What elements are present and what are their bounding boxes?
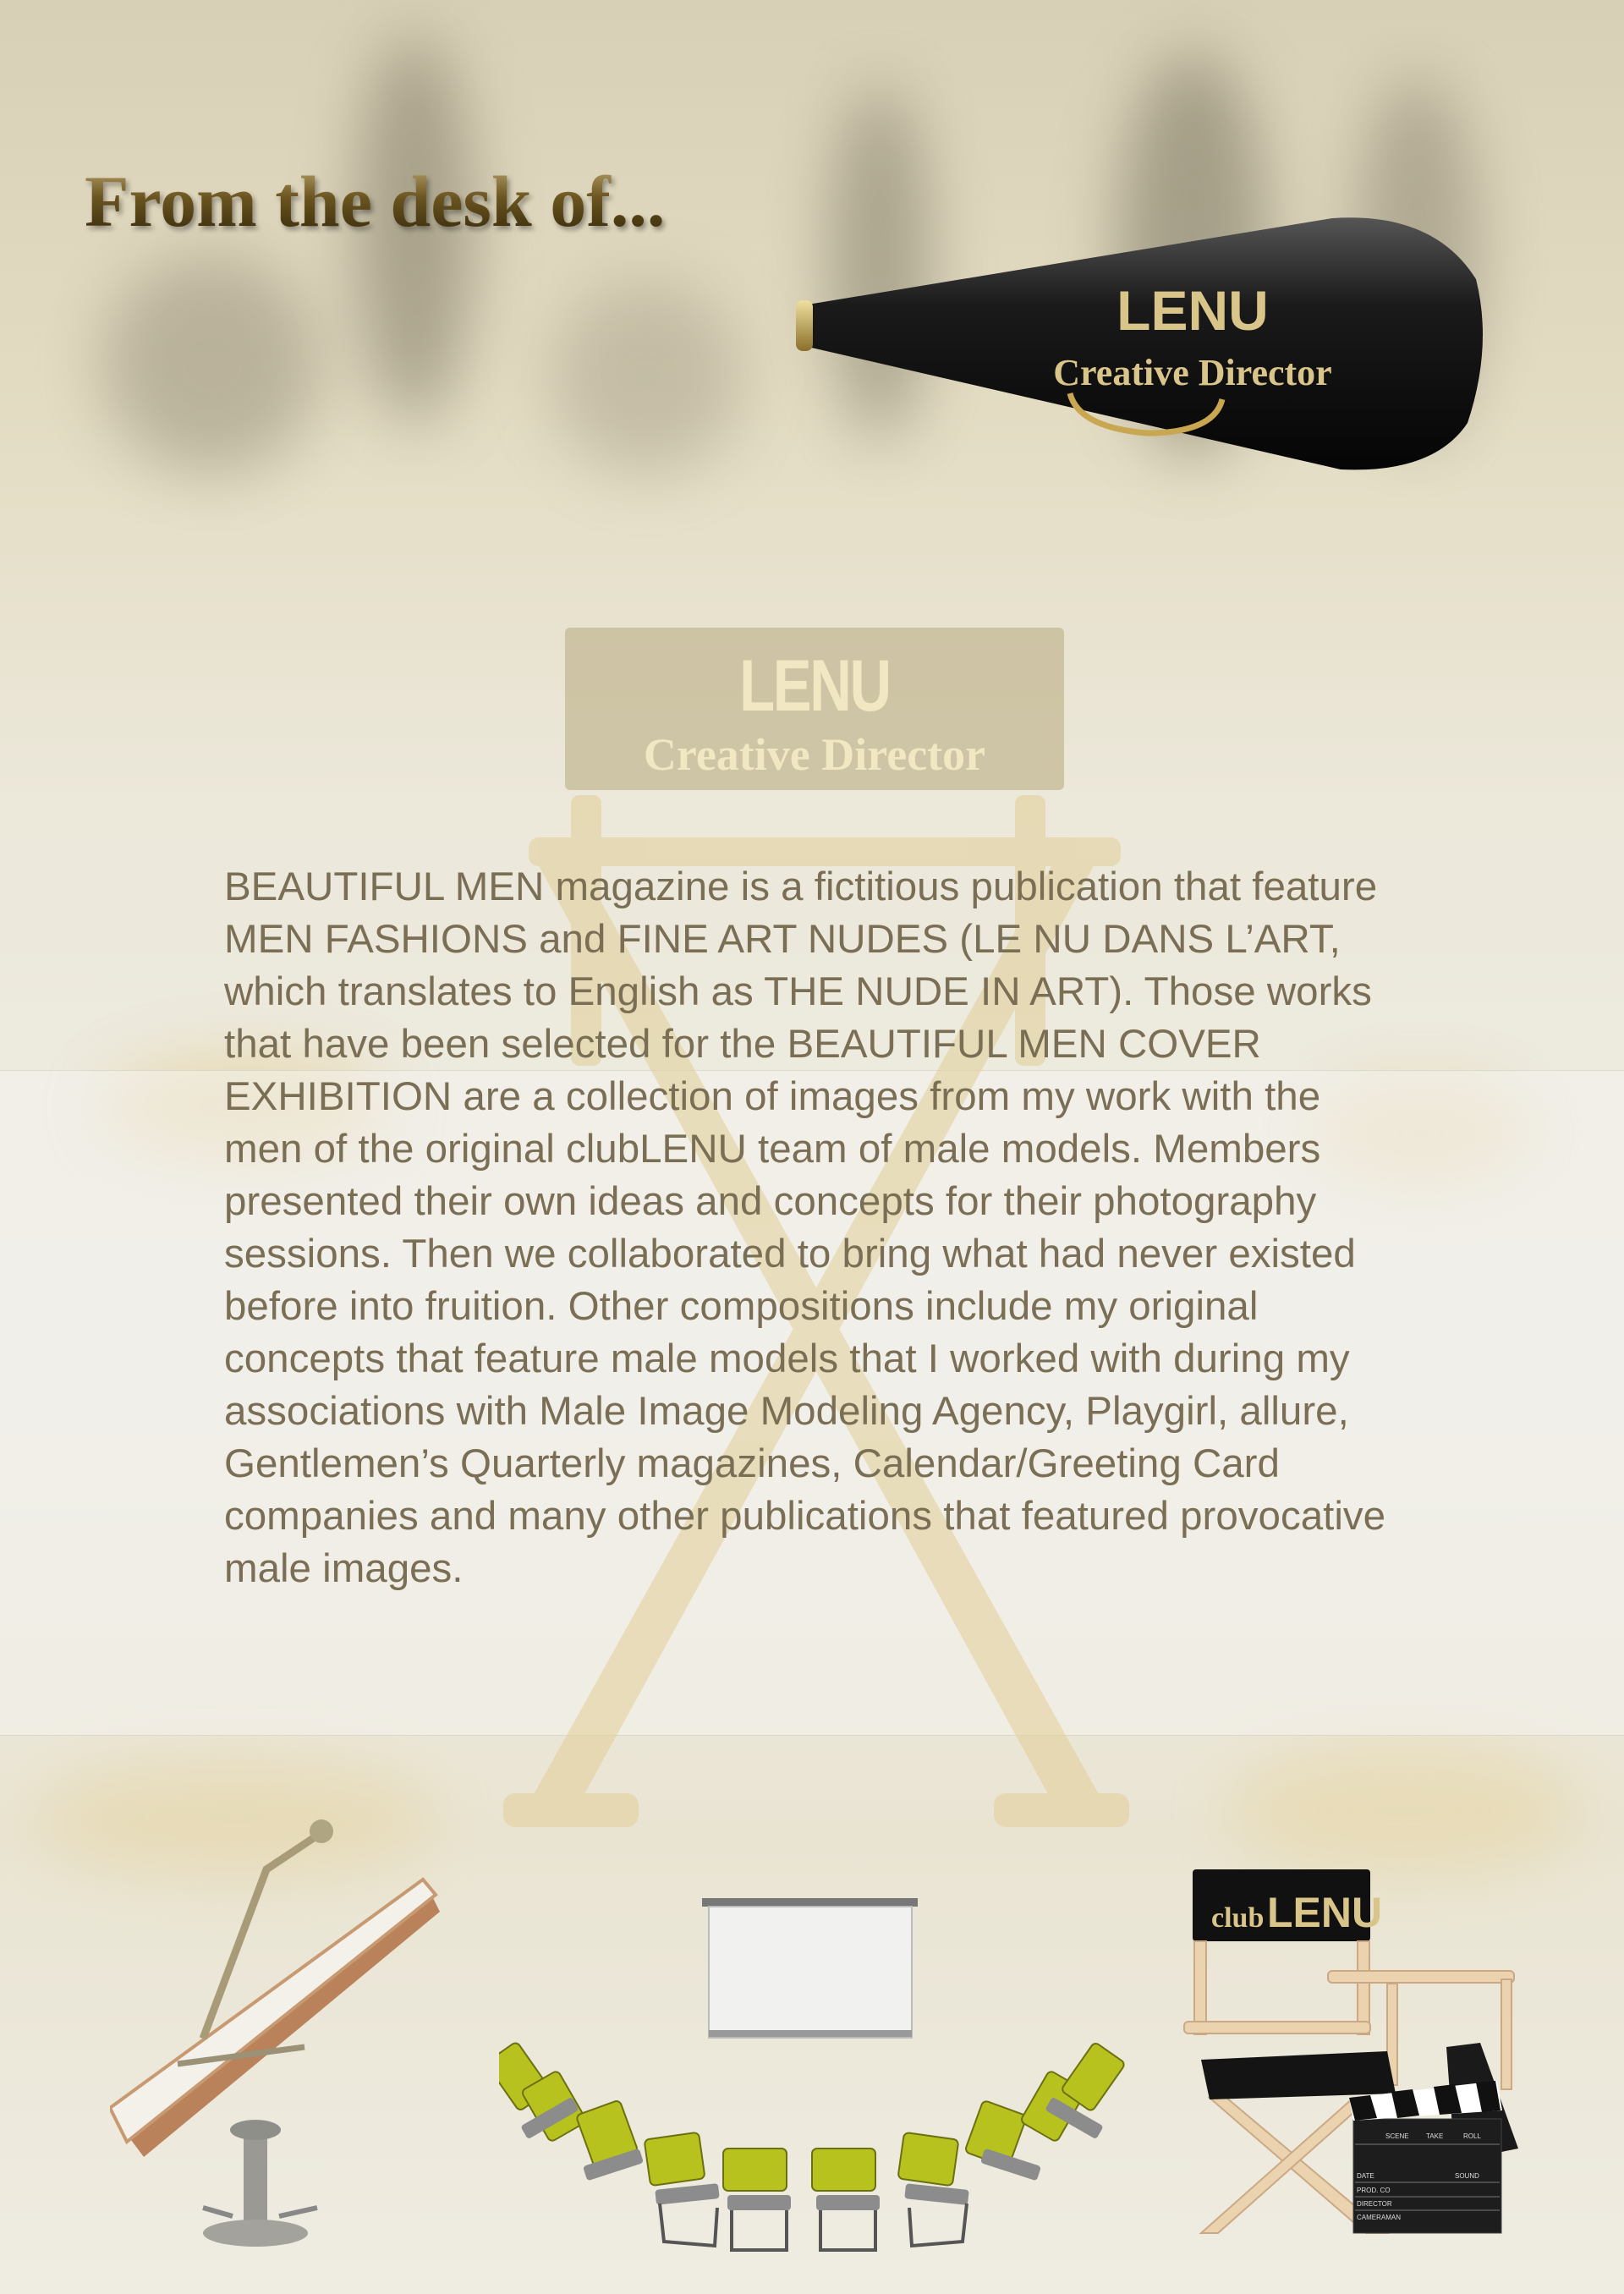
clap-prod: PROD. CO [1357,2187,1391,2194]
drafting-table-illustration [110,1810,440,2250]
megaphone-title: LENU [1116,279,1269,342]
clap-sound: SOUND [1455,2172,1479,2180]
megaphone-illustration [791,211,1484,482]
body-paragraph: BEAUTIFUL MEN magazine is a fictitious publication that feature MEN FASHIONS and FINE ART NUDES (LE NU DANS L’ART, which translates to English as THE NUDE IN ART). Those works that have been selected for the BEAUTIFUL MEN COVER EXHIBITION are a collection of images from my work with the men of the original clubLENU team of male models. Members presented their own ideas and concepts for their photography sessions. Then we collaborated to bring what had never existed before into fruition. Other compositions include my original concepts that feature male models that I worked with during my associations with Male Image Modeling Agency, Playgirl, allure, Gentlemen’s Quarterly magazines, Calendar/Greeting Card companies and many other publications that featured provocative male images. [224,864,1386,1591]
clap-date: DATE [1357,2172,1374,2180]
megaphone-subtitle: Creative Director [1053,352,1332,393]
clap-director: DIRECTOR [1357,2200,1392,2208]
clap-take: TAKE [1426,2132,1444,2140]
clap-scene: SCENE [1385,2132,1409,2140]
clap-roll: ROLL [1463,2132,1481,2140]
club-name: LENU [1267,1889,1383,1936]
page-heading: From the desk of... [85,161,666,242]
club-prefix: club [1211,1902,1265,1934]
chair-row [499,2041,1125,2250]
clapperboard [1349,2081,1502,2233]
chair-banner-title: LENU [739,645,890,727]
chair-banner-subtitle: Creative Director [643,729,986,780]
clap-cameraman: CAMERAMAN [1357,2214,1402,2221]
presentation-room-illustration [499,1895,1125,2258]
director-chair-illustration [1176,1869,1548,2250]
